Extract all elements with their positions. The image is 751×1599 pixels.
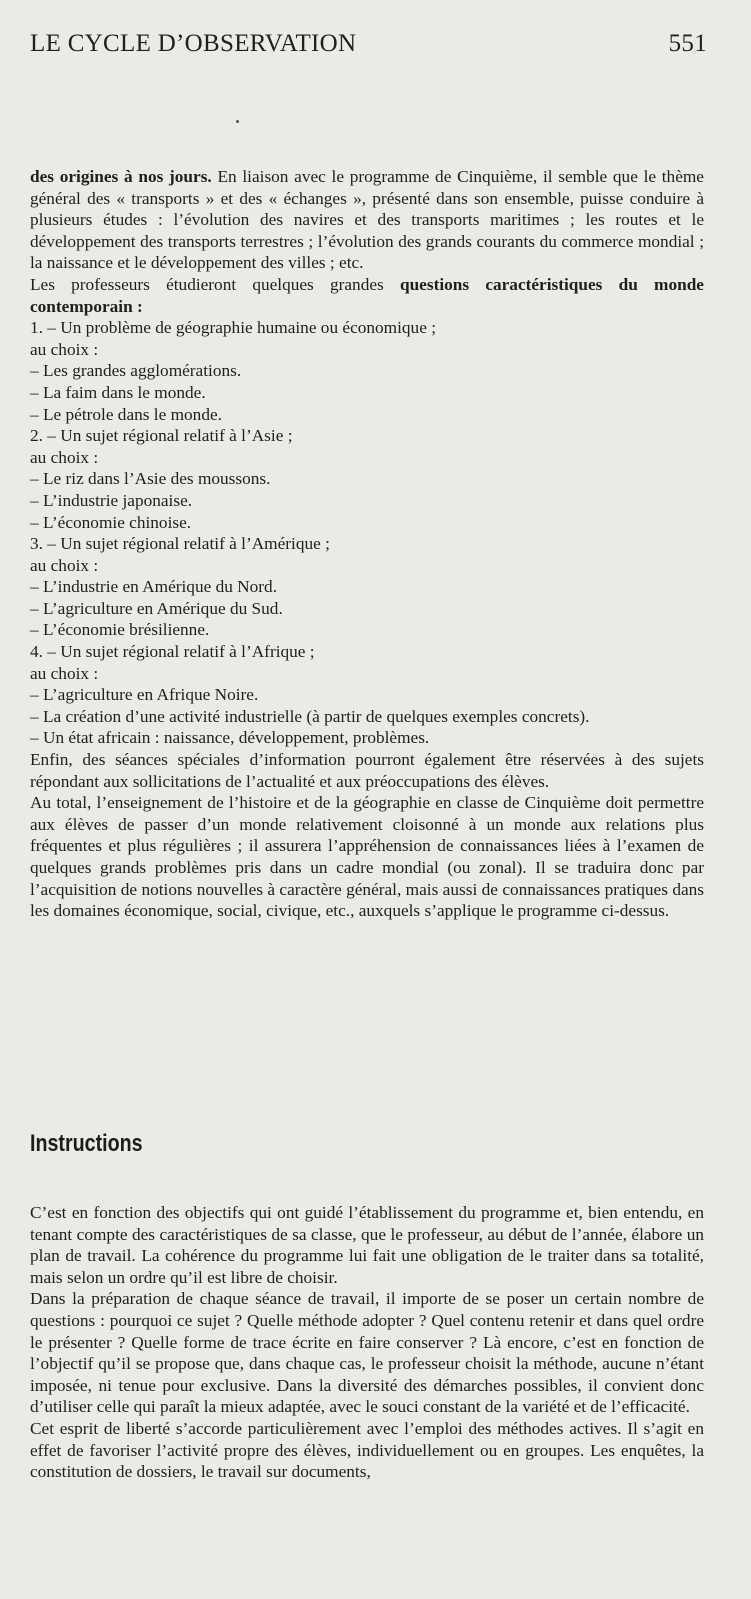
topic-4 bbox=[30, 641, 704, 749]
list-item: – L’économie brésilienne. bbox=[30, 620, 210, 640]
list-item: – Le pétrole dans le monde. bbox=[30, 404, 222, 424]
section-heading: Instructions bbox=[30, 1130, 143, 1157]
instructions-paragraph: Cet esprit de liberté s’accorde particulièrement avec l’emploi des méthodes actives. Il s’agit en effet de favoriser l’activité propre des élèves, individuellement ou en groupes. Les enquêtes, la constitution de dossiers, le travail sur documents, bbox=[30, 1418, 704, 1482]
running-head-title: LE CYCLE D’OBSERVATION bbox=[30, 30, 357, 57]
topic-choice: au choix : bbox=[30, 555, 99, 575]
topic-1 bbox=[30, 317, 704, 425]
intro-bold-lead: des origines à nos jours. bbox=[30, 167, 212, 186]
topic-3 bbox=[30, 533, 704, 641]
topic-choice: au choix : bbox=[30, 447, 99, 467]
intro-text: En liaison avec le programme de Cinquième, il semble que le thème général des « transports » et des « échanges », présenté dans son ensemble, puisse conduire à plusieurs études : l’évolution des navires et des transports maritimes ; les routes et le développement des transports terrestres ; l’évolution des grands courants du commerce mondial ; la naissance et le développement des villes ; etc. bbox=[30, 167, 704, 273]
topic-title: 4. – Un sujet régional relatif à l’Afrique ; bbox=[30, 642, 315, 662]
topic-choice: au choix : bbox=[30, 339, 99, 359]
questions-bold: questions caractéristiques du monde contemporain : bbox=[30, 274, 704, 316]
topic-choice: au choix : bbox=[30, 663, 99, 683]
running-head bbox=[30, 30, 707, 58]
closing-paragraph: Au total, l’enseignement de l’histoire et de la géographie en classe de Cinquième doit permettre aux élèves de passer d’un monde relativement cloisonné à un monde aux relations plus fréquentes et plus régulières ; il assurera l’appréhension de connaissances liées à l’examen de quelques grands problèmes pris dans un cadre mondial (ou zonal). Il se traduira donc par l’acquisition de notions nouvelles à caractère général, mais aussi de connaissances pratiques dans les domaines économique, social, civique, etc., auxquels s’applique le programme ci-dessus. bbox=[30, 793, 704, 921]
topic-title: 2. – Un sujet régional relatif à l’Asie ; bbox=[30, 426, 293, 446]
topic-2 bbox=[30, 425, 704, 533]
programme-text bbox=[30, 166, 704, 922]
topic-title: 3. – Un sujet régional relatif à l’Amérique ; bbox=[30, 534, 330, 554]
questions-intro: Les professeurs étudieront quelques grandes questions caractéristiques du monde contemporain : bbox=[30, 274, 704, 316]
list-item: – L’économie chinoise. bbox=[30, 512, 192, 532]
instructions-paragraph: Dans la préparation de chaque séance de travail, il importe de se poser un certain nombre de questions : pourquoi ce sujet ? Quelle méthode adopter ? Quel contenu retenir et dans quel ordre le présenter ? Quelle forme de trace écrite en faire conserver ? Là encore, c’est en fonction de l’objectif qu’il se propose que, dans chaque cas, le professeur choisit la méthode, aucune n’étant imposée, ni tenue pour exclusive. Dans la diversité des démarches possibles, il convient donc d’utiliser celle qui paraît la mieux adaptée, avec le souci constant de la variété et de l’efficacité. bbox=[30, 1289, 704, 1417]
instructions-paragraph: C’est en fonction des objectifs qui ont guidé l’établissement du programme et, bien entendu, en tenant compte des caractéristiques de sa classe, que le professeur, au début de l’année, élabore un plan de travail. La cohérence du programme lui fait une obligation de le traiter dans sa totalité, mais selon un ordre qu’il est libre de choisir. bbox=[30, 1203, 704, 1287]
list-item: – L’agriculture en Amérique du Sud. bbox=[30, 598, 283, 618]
print-speck bbox=[236, 120, 239, 123]
list-item: – La faim dans le monde. bbox=[30, 382, 206, 402]
list-item: – Le riz dans l’Asie des moussons. bbox=[30, 469, 271, 489]
list-item: – Les grandes agglomérations. bbox=[30, 361, 242, 381]
list-item: – La création d’une activité industrielle (à partir de quelques exemples concrets). bbox=[30, 706, 590, 726]
topic-title: 1. – Un problème de géographie humaine ou économique ; bbox=[30, 318, 436, 338]
list-item: – L’industrie japonaise. bbox=[30, 490, 193, 510]
instructions-text bbox=[30, 1202, 704, 1483]
closing-paragraph: Enfin, des séances spéciales d’information pourront également être réservées à des sujets répondant aux sollicitations de l’actualité et aux préoccupations des élèves. bbox=[30, 750, 704, 791]
page-number: 551 bbox=[668, 30, 707, 57]
list-item: – Un état africain : naissance, développement, problèmes. bbox=[30, 728, 430, 748]
list-item: – L’industrie en Amérique du Nord. bbox=[30, 577, 278, 597]
intro-paragraph bbox=[30, 166, 704, 274]
list-item: – L’agriculture en Afrique Noire. bbox=[30, 685, 259, 705]
